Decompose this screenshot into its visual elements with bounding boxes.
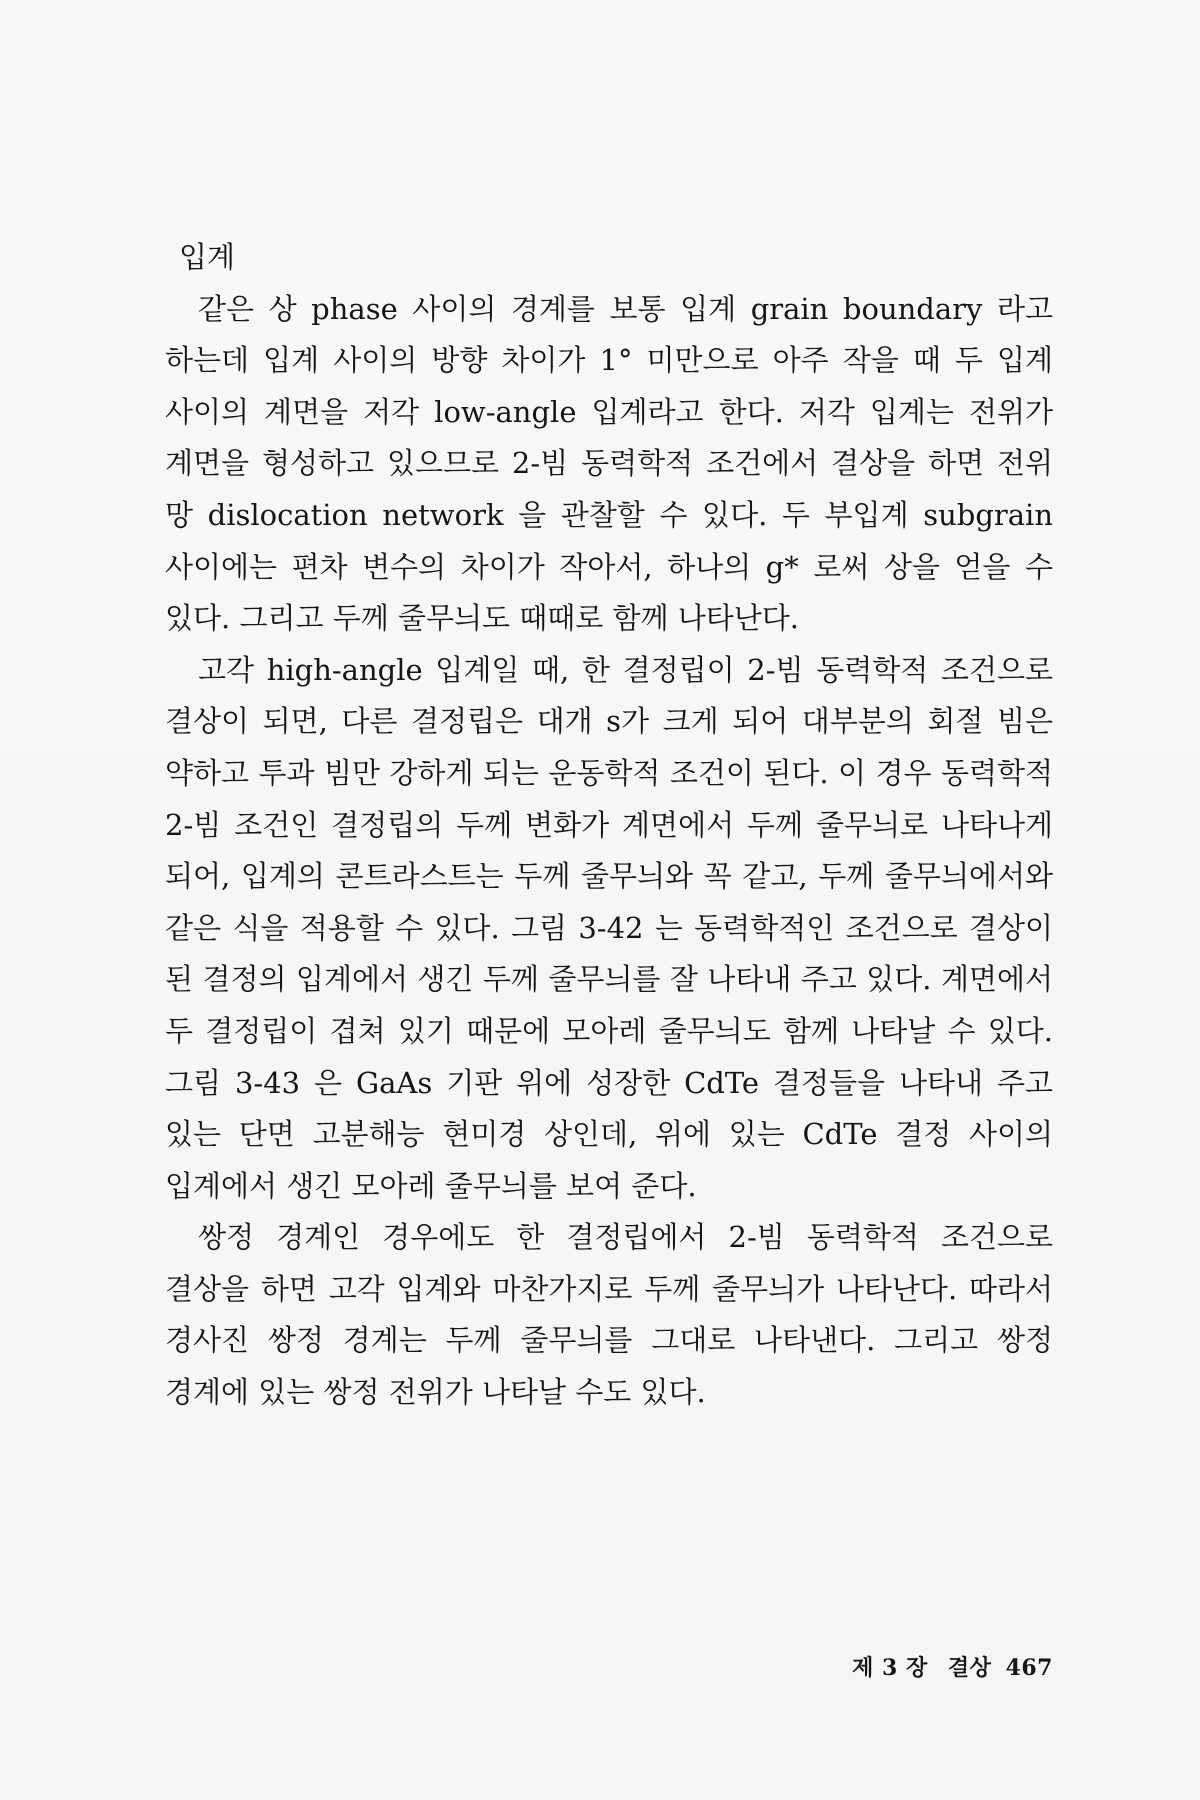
paragraph-1: 같은 상 phase 사이의 경계를 보통 입계 grain boundary 라고 하는데 입계 사이의 방향 차이가 1° 미만으로 아주 작을 때 두 입계 사이의 계면을 저각 low-angle 입계라고 한다. 저각 입계는 전위가 계면을 형성하고 있으므로 2-빔 동력학적 조건에서 결상을 하면 전위 망 dislocation network 을 관찰할 수 있다. 두 부입계 subgrain 사이에는 편차 변수의 차이가 작아서, 하나의 g* 로써 상을 얻을 수 있다. 그리고 두께 줄무늬도 때때로 함께 나타난다. <box>165 291 1053 636</box>
page-body <box>165 232 1053 1419</box>
footer-chapter-title: 결상 <box>947 1655 992 1681</box>
paragraph-2: 고각 high-angle 입계일 때, 한 결정립이 2-빔 동력학적 조건으로 결상이 되면, 다른 결정립은 대개 s가 크게 되어 대부분의 회절 빔은 약하고 투과 빔만 강하게 되는 운동학적 조건이 된다. 이 경우 동력학적 2-빔 조건인 결정립의 두께 변화가 계면에서 두께 줄무늬로 나타나게 되어, 입계의 콘트라스트는 두께 줄무늬와 꼭 같고, 두께 줄무늬에서와 같은 식을 적용할 수 있다. 그림 3-42 는 동력학적인 조건으로 결상이 된 결정의 입계에서 생긴 두께 줄무늬를 잘 나타내 주고 있다. 계면에서 두 결정립이 겹쳐 있기 때문에 모아레 줄무늬도 함께 나타날 수 있다. 그림 3-43 은 GaAs 기판 위에 성장한 CdTe 결정들을 나타내 주고 있는 단면 고분해능 현미경 상인데, 위에 있는 CdTe 결정 사이의 입계에서 생긴 모아레 줄무늬를 보여 준다. <box>165 652 1053 1203</box>
paragraph-3: 쌍정 경계인 경우에도 한 결정립에서 2-빔 동력학적 조건으로 결상을 하면 고각 입계와 마찬가지로 두께 줄무늬가 나타난다. 따라서 경사진 쌍정 경계는 두께 줄무늬를 그대로 나타낸다. 그리고 쌍정 경계에 있는 쌍정 전위가 나타날 수도 있다. <box>165 1220 1053 1410</box>
footer-chapter: 제 3 장 <box>852 1655 928 1681</box>
section-heading: 입계 <box>179 240 236 274</box>
page-number: 467 <box>1005 1655 1053 1681</box>
page-footer <box>852 1651 1053 1682</box>
